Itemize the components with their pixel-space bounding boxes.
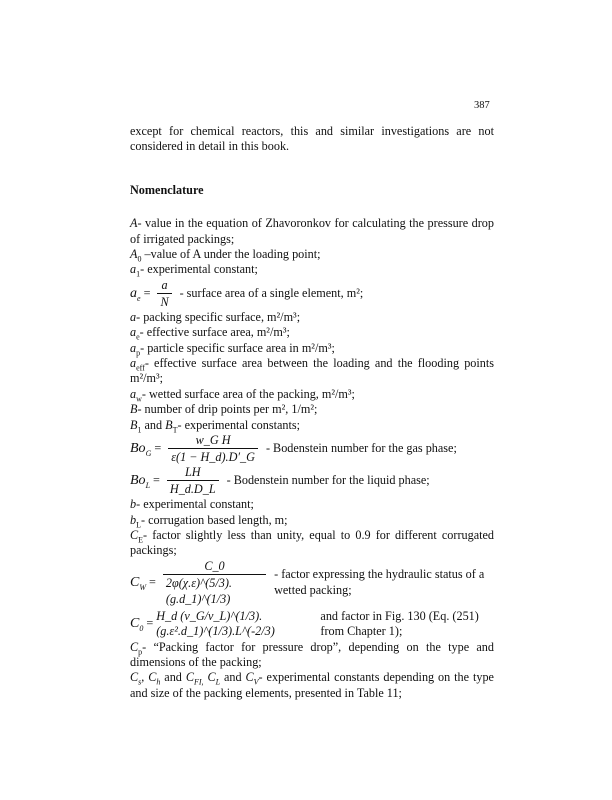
entry-Cs: $C_s$, $C_h$ and $C_{FI,}$ $C_L$ and $C_V-$ experimental constants depending on the type and size of the packing elements, presented in Table 11; — [130, 670, 494, 700]
nomenclature-list — [130, 216, 494, 701]
fraction-BoG: $\frac{\text{w\_G H}}{\varepsilon(1 - H\_d).D'\_G}$ — [168, 433, 258, 465]
entry-Cp: $C_p-$ “Packing factor for pressure drop”, depending on the type and dimensions of the packing; — [130, 639, 494, 669]
entry-A0: $A_0$ –value of A under the loading point; — [130, 247, 321, 264]
entry-aw: $a_w-$ wetted surface area of the packing, m²/m³; — [130, 386, 355, 404]
formula-C0: $C_0$ = H_d (ν_G/ν_L)^(1/3).(g.ε².d_1)^(1/3).L^(-2/3) and factor in Fig. 130 (Eq. (251) from Chapter 1); — [130, 608, 479, 639]
intro-text: except for chemical reactors, this and similar investigations are not considered in detail in this book. — [130, 124, 494, 154]
intro-paragraph — [130, 124, 494, 155]
entry-CE: $C_E-$ factor slightly less than unity, equal to 0.9 for different corrugated packings; — [130, 527, 494, 558]
entry-b: b- experimental constant; — [130, 497, 254, 512]
entry-ap: $a_p-$ particle specific surface area in m²/m³; — [130, 340, 335, 358]
entry-a1: $a_1-$ experimental constant; — [130, 262, 258, 279]
page-content — [130, 124, 494, 701]
page-number: 387 — [474, 100, 490, 111]
entry-aeff: $a_{eff}-$ effective surface area between the loading and the flooding points m²/m³; — [130, 356, 494, 386]
fraction-ae: $\frac{a}{N}$ — [157, 278, 171, 310]
formula-C0-rhs: H_d (ν_G/ν_L)^(1/3).(g.ε².d_1)^(1/3).L^(-2/3) — [156, 608, 275, 639]
entry-a: a- packing specific surface, m²/m³; — [130, 309, 301, 324]
entry-bL: $b_L-$ corrugation based length, m; — [130, 512, 288, 529]
formula-CW: $C_W$ = $\frac{C\_0}{2\varphi(\chi.\varepsilon)\^{}(5/3).(g.d\_1)\^{}(1/3)}$ - factor expressing the hydraulic status of a wetted packing; — [130, 558, 485, 606]
formula-BoL: $Bo_L$ = $\frac{LH}{H\_d.D\_L}$ - Bodenstein number for the liquid phase; — [130, 465, 430, 497]
entry-B1-BT: $B_1$ and $B_T-$ experimental constants; — [130, 417, 301, 435]
entry-ae: $a_e-$ effective surface area, m²/m³; — [130, 325, 290, 342]
fraction-BoL: $\frac{LH}{H\_d.D\_L}$ — [167, 465, 219, 497]
fraction-CW: $\frac{C\_0}{2\varphi(\chi.\varepsilon)\^{}(5/3).(g.d\_1)\^{}(1/3)}$ — [163, 559, 266, 607]
entry-B: B- number of drip points per m², 1/m²; — [130, 402, 318, 417]
section-heading: Nomenclature — [130, 182, 204, 197]
formula-ae: $a_e$ = $\frac{a}{N}$ - surface area of a single element, m²; — [130, 277, 364, 309]
entry-A: A- value in the equation of Zhavoronkov for calculating the pressure drop of irrigated packings; — [130, 216, 494, 246]
formula-BoG: $Bo_G$ = $\frac{\text{w\_G H}}{\varepsilon(1 - H\_d).D'\_G}$ - Bodenstein number for the gas phase; — [130, 433, 457, 465]
